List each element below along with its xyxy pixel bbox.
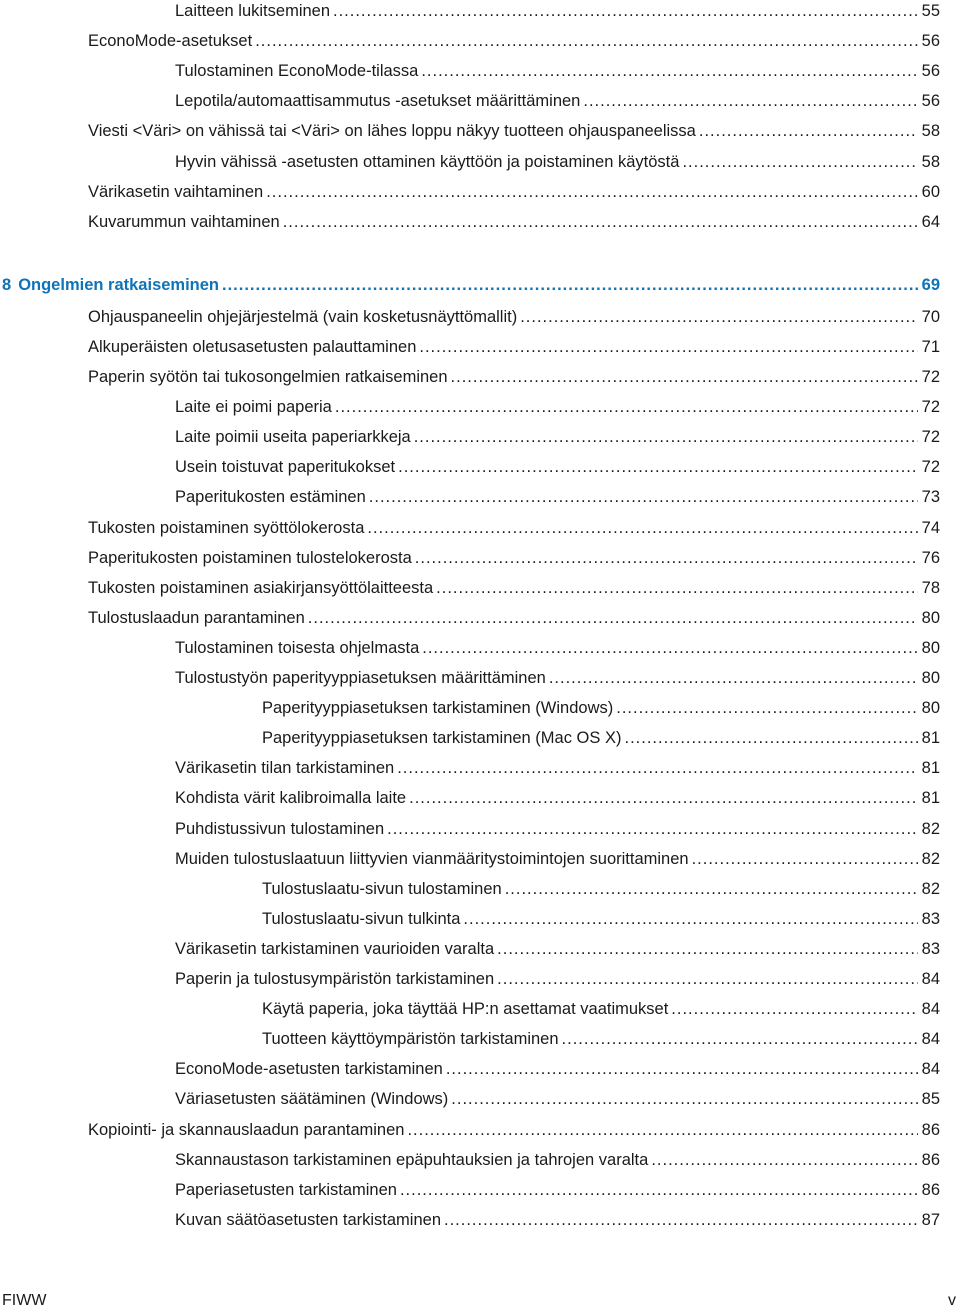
toc-entry-page: 85: [921, 1090, 940, 1109]
toc-entry-page: 82: [921, 819, 940, 838]
dot-leader: [308, 607, 918, 629]
toc-entry[interactable]: [175, 787, 940, 809]
toc-entry-page: 78: [921, 578, 940, 597]
toc-entry-page: 74: [921, 518, 940, 537]
toc-entry-page: 72: [921, 428, 940, 447]
toc-entry-page: 60: [921, 182, 940, 201]
chapter-title: Ongelmien ratkaiseminen: [18, 275, 220, 294]
toc-entry-page: 84: [921, 1030, 940, 1049]
toc-entry[interactable]: [175, 1088, 940, 1110]
toc-entry-title: Puhdistussivun tulostaminen: [175, 819, 385, 838]
toc-entry[interactable]: [88, 306, 940, 328]
toc-entry[interactable]: [175, 938, 940, 960]
toc-entry-title: Paperityyppiasetuksen tarkistaminen (Mac OS X): [262, 729, 622, 748]
toc-entry-page: 86: [921, 1120, 940, 1139]
dot-leader: [505, 878, 918, 900]
dot-leader: [624, 727, 917, 749]
dot-leader: [444, 1209, 918, 1231]
toc-entry[interactable]: [262, 727, 940, 749]
dot-leader: [283, 211, 918, 233]
toc-entry[interactable]: [175, 1179, 940, 1201]
dot-leader: [414, 426, 918, 448]
dot-leader: [255, 30, 917, 52]
dot-leader: [400, 1179, 918, 1201]
toc-entry-title: Väriasetusten säätäminen (Windows): [175, 1090, 449, 1109]
toc-entry-title: Värikasetin tarkistaminen vaurioiden varalta: [175, 939, 495, 958]
dot-leader: [692, 848, 918, 870]
dot-leader: [335, 396, 918, 418]
toc-entry-title: EconoMode-asetusten tarkistaminen: [175, 1060, 443, 1079]
dot-leader: [436, 577, 917, 599]
toc-entry-page: 56: [921, 62, 940, 81]
toc-entry-title: Paperitukosten estäminen: [175, 488, 366, 507]
chapter-number: 8: [2, 275, 12, 294]
dot-leader: [387, 818, 918, 840]
dot-leader: [451, 366, 918, 388]
toc-entry-title: Paperitukosten poistaminen tulostelokerosta: [88, 548, 412, 567]
toc-entry[interactable]: [175, 818, 940, 840]
dot-leader: [409, 787, 918, 809]
dot-leader: [333, 0, 918, 22]
toc-entry-title: Muiden tulostuslaatuun liittyvien vianmääritystoimintojen suorittaminen: [175, 849, 689, 868]
toc-entry[interactable]: [175, 637, 940, 659]
dot-leader: [407, 1119, 917, 1141]
toc-entry-title: Kuvarummun vaihtaminen: [88, 212, 280, 231]
toc-entry-page: 72: [921, 458, 940, 477]
toc-entry-title: Usein toistuvat paperitukokset: [175, 458, 396, 477]
toc-entry-page: 80: [921, 638, 940, 657]
toc-entry-page: 81: [921, 759, 940, 778]
toc-entry-page: 84: [921, 970, 940, 988]
toc-entry[interactable]: [262, 697, 940, 719]
toc-entry[interactable]: [175, 0, 940, 22]
toc-entry-title: Käytä paperia, joka täyttää HP:n asettamat vaatimukset: [262, 1000, 669, 1019]
toc-entry-title: [2, 274, 219, 296]
toc-entry-page: 71: [921, 337, 940, 356]
toc-entry-page: 84: [921, 1060, 940, 1079]
toc-entry[interactable]: [175, 968, 940, 990]
toc-entry[interactable]: [175, 1209, 940, 1231]
toc-entry-title: Tukosten poistaminen asiakirjansyöttölaitteesta: [88, 578, 434, 597]
toc-entry-title: Värikasetin vaihtaminen: [88, 182, 264, 201]
toc-entry-page: 70: [921, 307, 940, 326]
toc-entry[interactable]: [88, 607, 940, 629]
dot-leader: [397, 757, 917, 779]
toc-entry-page: 69: [921, 275, 940, 294]
toc-entry[interactable]: [175, 1058, 940, 1080]
dot-leader: [369, 486, 918, 508]
toc-entry-page: 83: [921, 939, 940, 958]
toc-entry-page: 81: [921, 729, 940, 748]
dot-leader: [415, 547, 918, 569]
toc-entry[interactable]: [175, 667, 940, 689]
toc-entry[interactable]: [88, 577, 940, 599]
toc-entry-page: 55: [921, 2, 940, 20]
toc-entry-page: 72: [921, 368, 940, 386]
toc-entry[interactable]: [262, 908, 940, 930]
toc-entry-title: Kohdista värit kalibroimalla laite: [175, 789, 407, 808]
toc-entry-title: Tulostuslaatu-sivun tulostaminen: [262, 879, 502, 898]
toc-entry[interactable]: [175, 1149, 940, 1171]
toc-entry[interactable]: [175, 757, 940, 779]
toc-entry-page: 82: [921, 879, 940, 898]
toc-entry-page: 73: [921, 488, 940, 507]
toc-entry-title: Ohjauspaneelin ohjejärjestelmä (vain kosketusnäyttömallit): [88, 307, 518, 326]
toc-entry[interactable]: [175, 396, 940, 418]
toc-entry-page: 76: [921, 548, 940, 567]
toc-entry[interactable]: [262, 998, 940, 1020]
toc-entry[interactable]: [88, 181, 940, 203]
toc-entry-title: Paperiasetusten tarkistaminen: [175, 1180, 397, 1199]
toc-entry-title: Alkuperäisten oletusasetusten palauttaminen: [88, 337, 417, 356]
toc-entry-page: 83: [921, 909, 940, 928]
dot-leader: [446, 1058, 918, 1080]
toc-entry-page: 84: [921, 1000, 940, 1019]
toc-entry-page: 56: [921, 92, 940, 111]
toc-entry-page: 81: [921, 789, 940, 808]
toc-entry-page: 87: [921, 1210, 940, 1229]
toc-entry-page: 72: [921, 398, 940, 417]
toc-entry-page: 80: [921, 608, 940, 627]
toc-entry[interactable]: [175, 151, 940, 173]
toc-entry[interactable]: [88, 120, 940, 142]
toc-entry[interactable]: [88, 1119, 940, 1141]
toc-entry-title: Tulostaminen toisesta ohjelmasta: [175, 638, 420, 657]
dot-leader: [682, 151, 917, 173]
toc-entry-title: Laite ei poimi paperia: [175, 398, 332, 417]
dot-leader: [671, 998, 917, 1020]
toc-entry[interactable]: [175, 848, 940, 870]
dot-leader: [520, 306, 917, 328]
toc-entry-title: Hyvin vähissä -asetusten ottaminen käyttöön ja poistaminen käytöstä: [175, 152, 680, 171]
chapter-entry[interactable]: [2, 274, 940, 296]
toc-entry-title: Tulostustyön paperityyppiasetuksen määrittäminen: [175, 669, 546, 687]
toc-entry-title: Kuvan säätöasetusten tarkistaminen: [175, 1210, 441, 1229]
toc-entry-page: 56: [921, 32, 940, 51]
dot-leader: [419, 336, 917, 358]
toc-entry[interactable]: [262, 878, 940, 900]
toc-entry[interactable]: [88, 547, 940, 569]
toc-entry[interactable]: [88, 517, 940, 539]
toc-entry[interactable]: [175, 426, 940, 448]
toc-entry[interactable]: [88, 211, 940, 233]
dot-leader: [699, 120, 918, 142]
toc-entry-page: 64: [921, 212, 940, 231]
dot-leader: [549, 667, 918, 689]
toc-entry-title: Tulostaminen EconoMode-tilassa: [175, 62, 419, 81]
toc-entry-title: Tukosten poistaminen syöttölokerosta: [88, 518, 365, 537]
toc-entry-title: Tuotteen käyttöympäristön tarkistaminen: [262, 1030, 559, 1049]
dot-leader: [497, 968, 917, 990]
dot-leader: [451, 1088, 917, 1110]
toc-entry-title: Skannaustason tarkistaminen epäpuhtauksien ja tahrojen varalta: [175, 1150, 649, 1169]
toc-entry-page: 86: [921, 1150, 940, 1169]
toc-entry[interactable]: [262, 1028, 940, 1050]
toc-entry-title: Laite poimii useita paperiarkkeja: [175, 428, 411, 447]
toc-entry-page: 58: [921, 152, 940, 171]
footer-page-number: v: [948, 1292, 956, 1309]
dot-leader: [497, 938, 917, 960]
toc-entry-title: Laitteen lukitseminen: [175, 2, 331, 20]
toc-entry-title: Tulostuslaadun parantaminen: [88, 608, 305, 627]
dot-leader: [421, 60, 917, 82]
dot-leader: [266, 181, 917, 203]
toc-entry-title: Kopiointi- ja skannauslaadun parantaminen: [88, 1120, 405, 1139]
toc-entry-title: Paperin ja tulostusympäristön tarkistaminen: [175, 970, 495, 988]
toc-entry-title: Paperin syötön tai tukosongelmien ratkaiseminen: [88, 368, 448, 386]
footer-language-code: FIWW: [2, 1292, 47, 1309]
toc-entry-title: Paperityyppiasetuksen tarkistaminen (Windows): [262, 699, 614, 718]
toc-entry[interactable]: [88, 336, 940, 358]
dot-leader: [616, 697, 917, 719]
toc-entry[interactable]: [88, 30, 940, 52]
dot-leader: [367, 517, 917, 539]
toc-entry-page: 86: [921, 1180, 940, 1199]
toc-entry-page: 82: [921, 849, 940, 868]
toc-entry-page: 80: [921, 699, 940, 718]
dot-leader: [583, 90, 917, 112]
toc-entry-title: EconoMode-asetukset: [88, 32, 253, 51]
toc-entry[interactable]: [175, 90, 940, 112]
toc-entry-title: Viesti <Väri> on vähissä tai <Väri> on lähes loppu näkyy tuotteen ohjauspaneelissa: [88, 122, 696, 141]
toc-entry-title: Värikasetin tilan tarkistaminen: [175, 759, 395, 778]
dot-leader: [222, 274, 918, 296]
dot-leader: [562, 1028, 918, 1050]
toc-entry[interactable]: [175, 60, 940, 82]
toc-entry-page: 80: [921, 669, 940, 687]
dot-leader: [463, 908, 917, 930]
dot-leader: [398, 456, 918, 478]
toc-entry-title: Tulostuslaatu-sivun tulkinta: [262, 909, 461, 928]
toc-entry[interactable]: [88, 366, 940, 388]
dot-leader: [422, 637, 917, 659]
toc-entry-page: 58: [921, 122, 940, 141]
dot-leader: [651, 1149, 917, 1171]
toc-entry-title: Lepotila/automaattisammutus -asetukset määrittäminen: [175, 92, 581, 111]
toc-entry[interactable]: [175, 486, 940, 508]
toc-entry[interactable]: [175, 456, 940, 478]
